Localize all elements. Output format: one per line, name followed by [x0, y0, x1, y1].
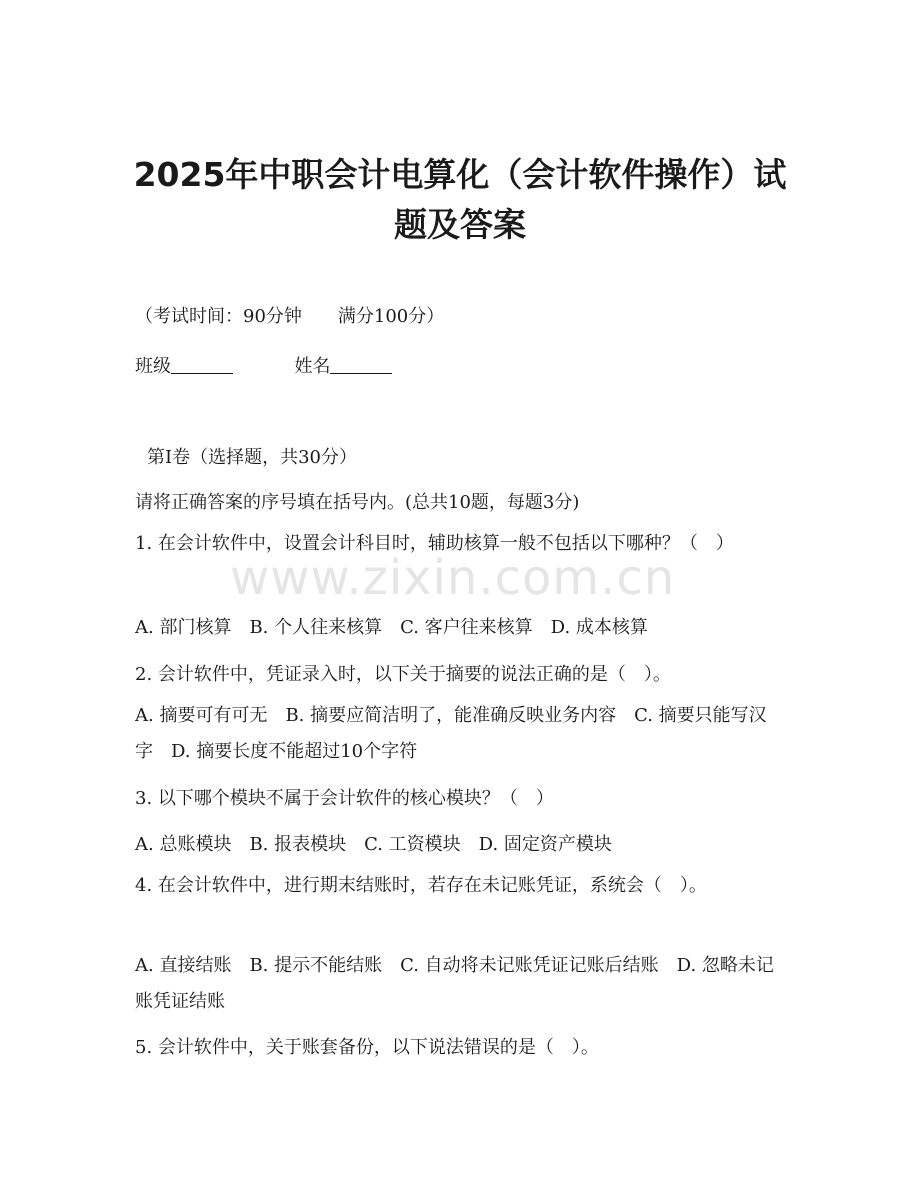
question-2-stem: 2. 会计软件中，凭证录入时，以下关于摘要的说法正确的是（ ）。 — [135, 664, 671, 685]
question-1-stem: 1. 在会计软件中，设置会计科目时，辅助核算一般不包括以下哪种？（ ） — [135, 533, 734, 554]
question-5-stem: 5. 会计软件中，关于账套备份，以下说法错误的是（ ）。 — [135, 1037, 599, 1058]
class-label: 班级 — [135, 356, 171, 377]
document-title — [100, 150, 820, 250]
question-3-options: A. 总账模块 B. 报表模块 C. 工资模块 D. 固定资产模块 — [135, 834, 612, 855]
title-line-2: 题及答案 — [394, 205, 526, 244]
question-2-options: A. 摘要可有可无 B. 摘要应简洁明了，能准确反映业务内容 C. 摘要只能写汉字 D. 摘要长度不能超过10个字符 — [135, 705, 767, 762]
instructions: 请将正确答案的序号填在括号内。(总共10题，每题3分) — [135, 492, 580, 513]
exam-info: （考试时间：90分钟 满分100分） — [135, 306, 445, 327]
title-line-1: 2025年中职会计电算化（会计软件操作）试 — [133, 155, 787, 194]
section-title: 第I卷（选择题，共30分） — [147, 447, 358, 468]
question-3-stem: 3. 以下哪个模块不属于会计软件的核心模块？（ ） — [135, 788, 554, 809]
name-blank — [330, 355, 392, 374]
class-blank — [171, 355, 233, 374]
question-4-options: A. 直接结账 B. 提示不能结账 C. 自动将未记账凭证记账后结账 D. 忽略未记账凭证结账 — [135, 955, 774, 1012]
question-1-options: A. 部门核算 B. 个人往来核算 C. 客户往来核算 D. 成本核算 — [135, 617, 648, 638]
name-label: 姓名 — [294, 356, 331, 377]
watermark: www.zixin.com.cn — [230, 550, 676, 606]
student-info-row — [135, 352, 392, 378]
question-4-stem: 4. 在会计软件中，进行期末结账时，若存在未记账凭证，系统会（ ）。 — [135, 875, 707, 896]
